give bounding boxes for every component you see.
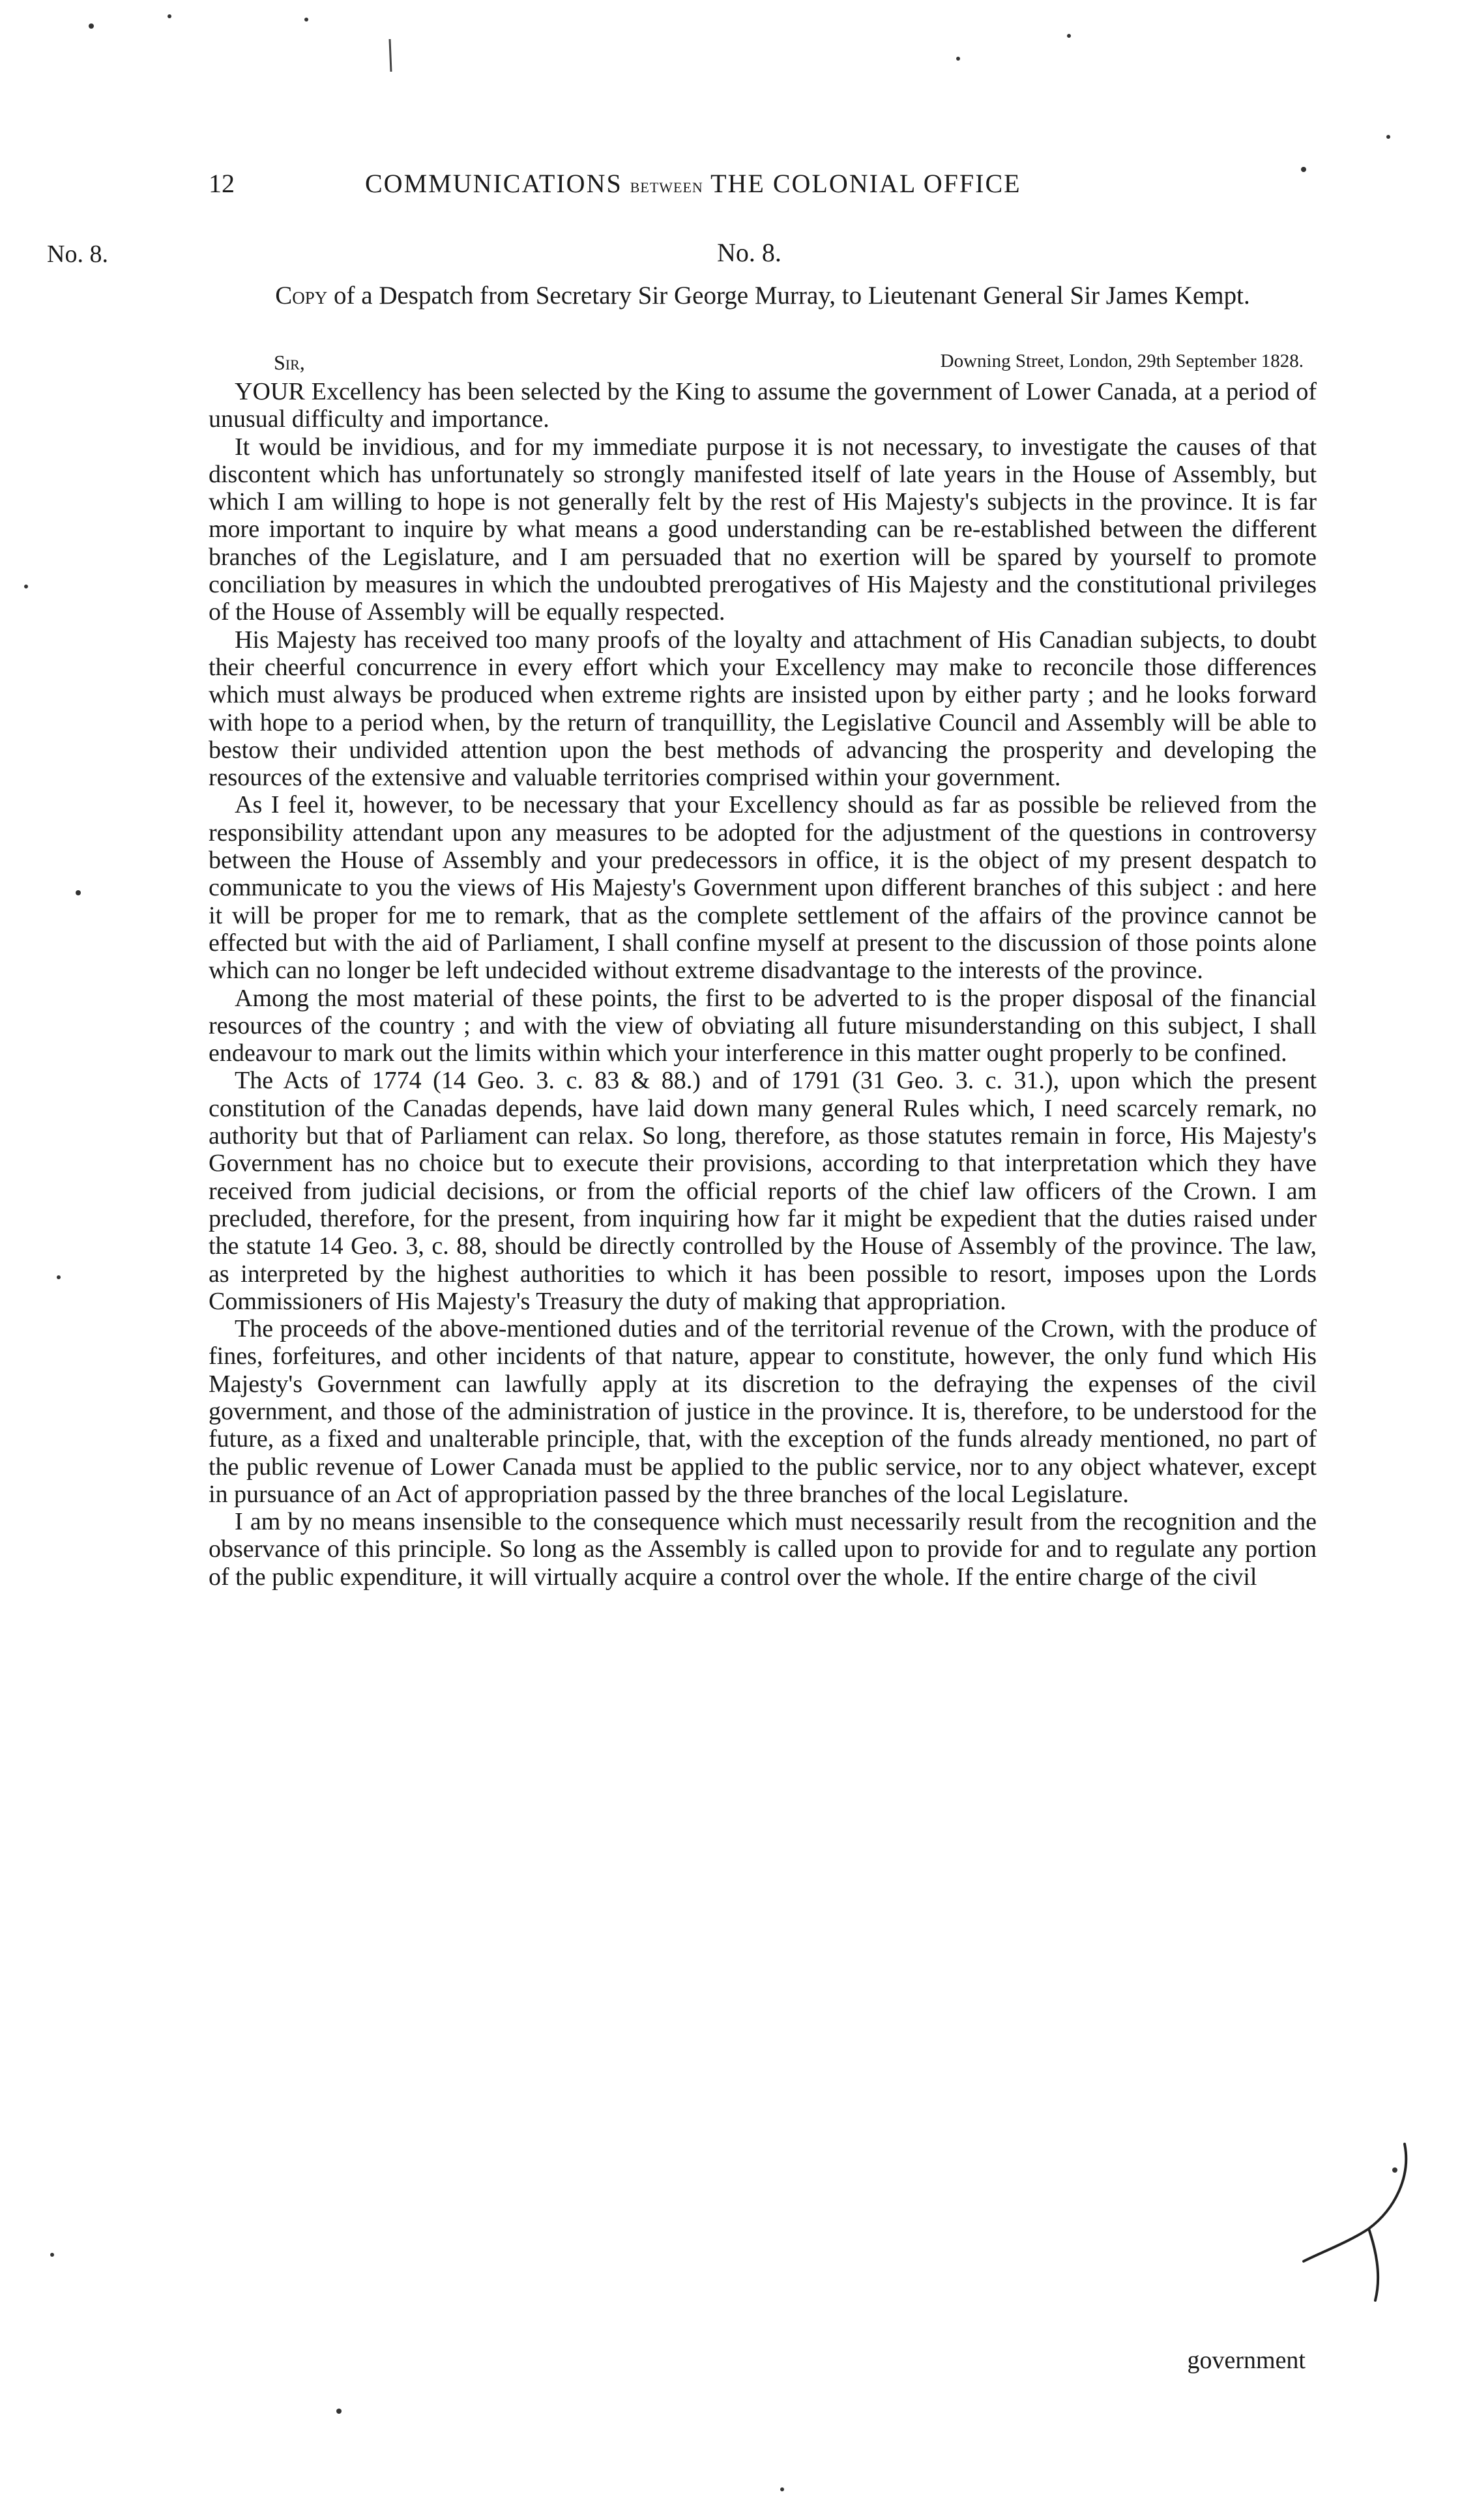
running-header bbox=[209, 168, 1173, 207]
document-heading bbox=[209, 280, 1317, 311]
running-title-left: COMMUNICATIONS bbox=[365, 169, 622, 198]
paragraph: YOUR Excellency has been selected by the King to assume the government of Lower Canada, at a period of unusual difficulty and importance. bbox=[209, 378, 1317, 433]
handwritten-bracket-mark bbox=[1297, 2137, 1427, 2307]
running-title bbox=[365, 168, 1021, 199]
salutation-row bbox=[274, 351, 1304, 377]
paragraph: Among the most material of these points, the first to be adverted to is the proper disposal of the financial resources of the country ; and with the view of obviating all future misunderstanding on this subject, I shall endeavour to mark out the limits within which your interference in this matter ought properly to be confined. bbox=[209, 984, 1317, 1067]
paragraph: The Acts of 1774 (14 Geo. 3. c. 83 & 88.) and of 1791 (31 Geo. 3. c. 31.), upon which the present constitution of the Canadas depends, have laid down many general Rules which, I need scarcely remark, no authority but that of Parliament can relax. So long, therefore, as those statutes remain in force, His Majesty's Government has no choice but to execute their provisions, according to that interpretation which they have received from judicial decisions, or from the official reports of the chief law officers of the Crown. I am precluded, therefore, for the present, from inquiring how far it might be expedient that the duties raised under the statute 14 Geo. 3, c. 88, should be directly controlled by the House of Assembly of the province. The law, as interpreted by the highest authorities to which it has been possible to resort, imposes upon the Lords Commissioners of His Majesty's Treasury the duty of making that appropriation. bbox=[209, 1067, 1317, 1315]
dateline: Downing Street, London, 29th September 1828. bbox=[940, 351, 1304, 371]
paragraph: It would be invidious, and for my immediate purpose it is not necessary, to investigate the causes of that discontent which has unfortunately so strongly manifested itself of late years in the House of Assembly, but which I am willing to hope is not generally felt by the rest of His Majesty's subjects in the province. It is far more important to inquire by what means a good understanding can be re-established between the different branches of the Legislature, and I am persuaded that no exertion will be spared by yourself to promote conciliation by measures in which the undoubted prerogatives of His Majesty and the constitutional privileges of the House of Assembly will be equally respected. bbox=[209, 433, 1317, 626]
running-title-between: BETWEEN bbox=[630, 179, 703, 196]
paragraph: His Majesty has received too many proofs of the loyalty and attachment of His Canadian subjects, to doubt their cheerful concurrence in every effort which your Excellency may make to reconcile those differences which must always be produced when extreme rights are insisted upon by either party ; and he looks forward with hope to a period when, by the return of tranquillity, the Legislative Council and Assembly will be able to bestow their undivided attention upon the best methods of advancing the prosperity and developing the resources of the extensive and valuable territories comprised within your government. bbox=[209, 626, 1317, 792]
running-title-right: THE COLONIAL OFFICE bbox=[710, 169, 1021, 198]
salutation: Sir, bbox=[274, 351, 305, 374]
catchword: government bbox=[1187, 2347, 1306, 2374]
page-number: 12 bbox=[209, 169, 235, 198]
paragraph: I am by no means insensible to the consequence which must necessarily result from the recognition and the observance of this principle. So long as the Assembly is called upon to provide for and to regulate any portion of the public expenditure, it will virtually acquire a control over the whole. If the entire charge of the civil bbox=[209, 1508, 1317, 1591]
margin-document-number: No. 8. bbox=[47, 240, 108, 268]
paragraph: As I feel it, however, to be necessary that your Excellency should as far as possible be relieved from the responsibility attendant upon any measures to be adopted for the adjustment of the questions in controversy between the House of Assembly and your predecessors in office, it is the object of my present despatch to communicate to you the views of His Majesty's Government upon different branches of this subject : and here it will be proper for me to remark, that as the complete settlement of the affairs of the province cannot be effected but with the aid of Parliament, I shall confine myself at present to the discussion of those points alone which can no longer be left undecided without extreme disadvantage to the interests of the province. bbox=[209, 791, 1317, 985]
paragraph: The proceeds of the above-mentioned duties and of the territorial revenue of the Crown, with the produce of fines, forfeitures, and other incidents of that nature, appear to constitute, however, the only fund which His Majesty's Government can lawfully apply at its discretion to the defraying the expenses of the civil government, and those of the administration of justice in the province. It is, therefore, to be understood for the future, as a fixed and unalterable principle, that, with the exception of the funds already mentioned, no part of the public revenue of Lower Canada must be applied to the public service, nor to any object whatever, except in pursuance of an Act of appropriation passed by the three branches of the local Legislature. bbox=[209, 1315, 1317, 1508]
letter-body bbox=[209, 378, 1317, 1591]
document-number: No. 8. bbox=[717, 238, 781, 267]
heading-rest: of a Despatch from Secretary Sir George Murray, to Lieutenant General Sir James Kempt. bbox=[334, 282, 1250, 310]
heading-copy: Copy bbox=[275, 282, 328, 310]
